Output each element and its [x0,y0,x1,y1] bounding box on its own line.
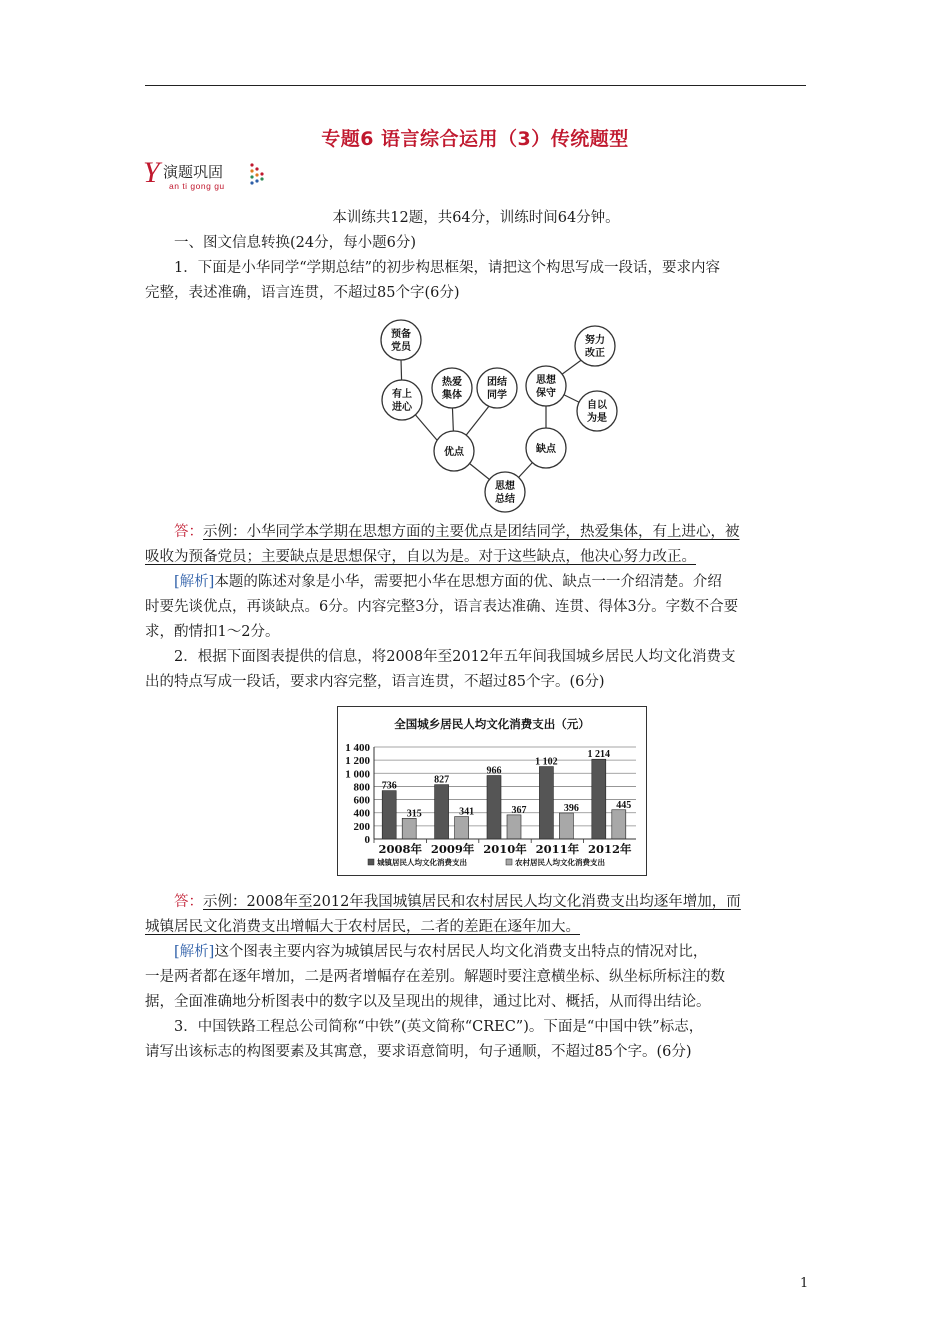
x-tick-label: 2009年 [430,842,475,856]
node-selfright-l2: 为是 [587,413,607,424]
y-tick-label: 1 000 [345,768,370,781]
q2-answer-l1: 示例：2008年至2012年我国城镇居民和农村居民人均文化消费支出均逐年增加，而 [203,894,741,910]
data-label: 315 [406,808,422,820]
x-tick-label: 2012年 [588,842,632,856]
node-correct-l2: 改正 [585,348,605,359]
q1-analysis-l2: 时要先谈优点，再谈缺点。6分。内容完整3分，语言表达准确、连贯、得体3分。字数不合要 [145,599,739,615]
node-selfright [577,391,617,431]
x-tick-label: 2008年 [378,842,422,856]
x-tick-label: 2011年 [535,842,580,856]
node-love [432,368,472,408]
node-unite-l2: 同学 [487,390,507,401]
node-love-l1: 热爱 [442,377,462,388]
q2-analysis-l1: 这个图表主要内容为城镇居民与农村居民人均文化消费支出特点的情况对比， [214,944,708,960]
legend-swatch [368,859,374,865]
data-label: 1 214 [587,749,611,761]
node-selfright-l1: 自以 [587,400,607,411]
q1-analysis [145,570,807,645]
bar-urban [539,767,553,839]
bar-urban [382,791,396,839]
intro-line: 本训练共12题，共64分，训练时间64分钟。 [332,210,620,226]
data-label: 1 102 [535,756,558,768]
x-tick-label: 2010年 [483,842,527,856]
question-1 [145,256,807,306]
legend-label: 农村居民人均文化消费支出 [515,858,605,867]
q2-line2: 出的特点写成一段话，要求内容完整，语言连贯，不超过85个字。(6分) [145,674,605,690]
y-tick-label: 600 [353,794,370,807]
node-love-l2: 集体 [442,390,462,401]
node-conserv-l2: 保守 [536,388,556,399]
data-label: 827 [434,774,450,786]
q3-line2: 请写出该标志的构图要素及其寓意，要求语意简明，句子通顺，不超过85个字。(6分) [145,1044,692,1060]
data-label: 396 [563,802,579,814]
q1-analysis-l1: 本题的陈述对象是小华，需要把小华在思想方面的优、缺点一一介绍清楚。介绍 [214,574,722,590]
node-unite [477,368,517,408]
logo-letter: Y [143,156,160,189]
logo-pinyin: an ti gong gu [169,181,225,191]
node-correct-l1: 努力 [585,335,605,346]
chart-title: 全国城乡居民人均文化消费支出（元） [394,717,590,731]
q1-line1: 1．下面是小华同学“学期总结”的初步构思框架，请把这个构思写成一段话，要求内容 [174,260,721,276]
node-good-label: 优点 [444,447,464,458]
node-correct [575,326,615,366]
q2-line1: 2．根据下面图表提供的信息，将2008年至2012年五年间我国城乡居民人均文化消费支 [174,649,736,665]
q1-analysis-l3: 求，酌情扣1～2分。 [145,624,280,640]
q2-answer-tag: 答： [174,894,203,910]
node-unite-l1: 团结 [487,377,507,388]
y-tick-label: 400 [353,807,370,820]
header-rule [145,85,806,86]
bar-rural [612,810,626,839]
node-progress-l2: 进心 [392,402,412,413]
question-3 [145,1015,807,1065]
page-number: 1 [800,1276,809,1291]
bar-rural [455,817,469,839]
legend-label: 城镇居民人均文化消费支出 [377,858,467,867]
node-root-l2: 总结 [495,494,515,505]
data-label: 341 [459,806,475,818]
data-label: 367 [511,804,527,816]
section-heading-text: 一、图文信息转换(24分，每小题6分) [174,235,416,251]
bar-urban [592,759,606,839]
q2-analysis-tag: [解析] [174,944,215,960]
bar-rural [559,813,573,839]
q2-answer-l2: 城镇居民文化消费支出增幅大于农村居民，二者的差距在逐年加大。 [145,919,580,935]
bar-urban [435,785,449,839]
data-label: 736 [381,780,397,792]
node-conserv-l1: 思想 [536,375,556,386]
bar-rural [507,815,521,839]
dots-arrow-icon [249,162,267,190]
y-tick-label: 1 200 [345,755,370,768]
legend-swatch [506,859,512,865]
node-root-l1: 思想 [495,481,515,492]
q2-analysis-l2: 一是两者都在逐年增加，二是两者增幅存在差别。解题时要注意横坐标、纵坐标所标注的数 [145,969,725,985]
q1-line2: 完整，表述准确，语言连贯，不超过85个字(6分) [145,285,460,301]
q3-line1: 3．中国铁路工程总公司简称“中铁”(英文简称“CREC”)。下面是“中国中铁”标志， [174,1019,704,1035]
node-progress [382,380,422,420]
q2-answer [145,890,807,940]
question-2 [145,645,807,695]
q1-answer-l1: 示例：小华同学本学期在思想方面的主要优点是团结同学，热爱集体，有上进心，被 [203,524,740,540]
node-party [381,320,421,360]
node-root [485,472,525,512]
y-tick-label: 200 [353,820,370,833]
bar-chart-svg [338,707,646,875]
q1-answer [145,520,807,570]
mind-map-diagram [370,312,620,520]
y-tick-label: 800 [353,781,370,794]
node-bad-label: 缺点 [536,444,556,455]
data-label: 445 [616,799,632,811]
q1-analysis-tag: [解析] [174,574,215,590]
bar-chart [337,706,647,876]
y-tick-label: 0 [364,834,370,846]
bar-urban [487,776,501,839]
logo-text: 演题巩固 [163,163,224,181]
bar-rural [402,818,416,839]
q1-answer-l2: 吸收为预备党员；主要缺点是思想保守，自以为是。对于这些缺点，他决心努力改正。 [145,549,696,565]
section-heading [145,231,807,256]
page-title: 专题6 语言综合运用（3）传统题型 [321,128,629,150]
q1-answer-tag: 答： [174,524,203,540]
node-party-l2: 党员 [391,342,411,353]
q2-analysis [145,940,807,1015]
y-tick-label: 1 400 [345,742,370,754]
node-progress-l1: 有上 [392,389,412,400]
section-logo [143,158,283,198]
node-conserv [526,366,566,406]
q2-analysis-l3: 据，全面准确地分析图表中的数字以及呈现出的规律，通过比对、概括，从而得出结论。 [145,994,711,1010]
data-label: 966 [486,765,502,777]
node-party-l1: 预备 [391,329,411,340]
